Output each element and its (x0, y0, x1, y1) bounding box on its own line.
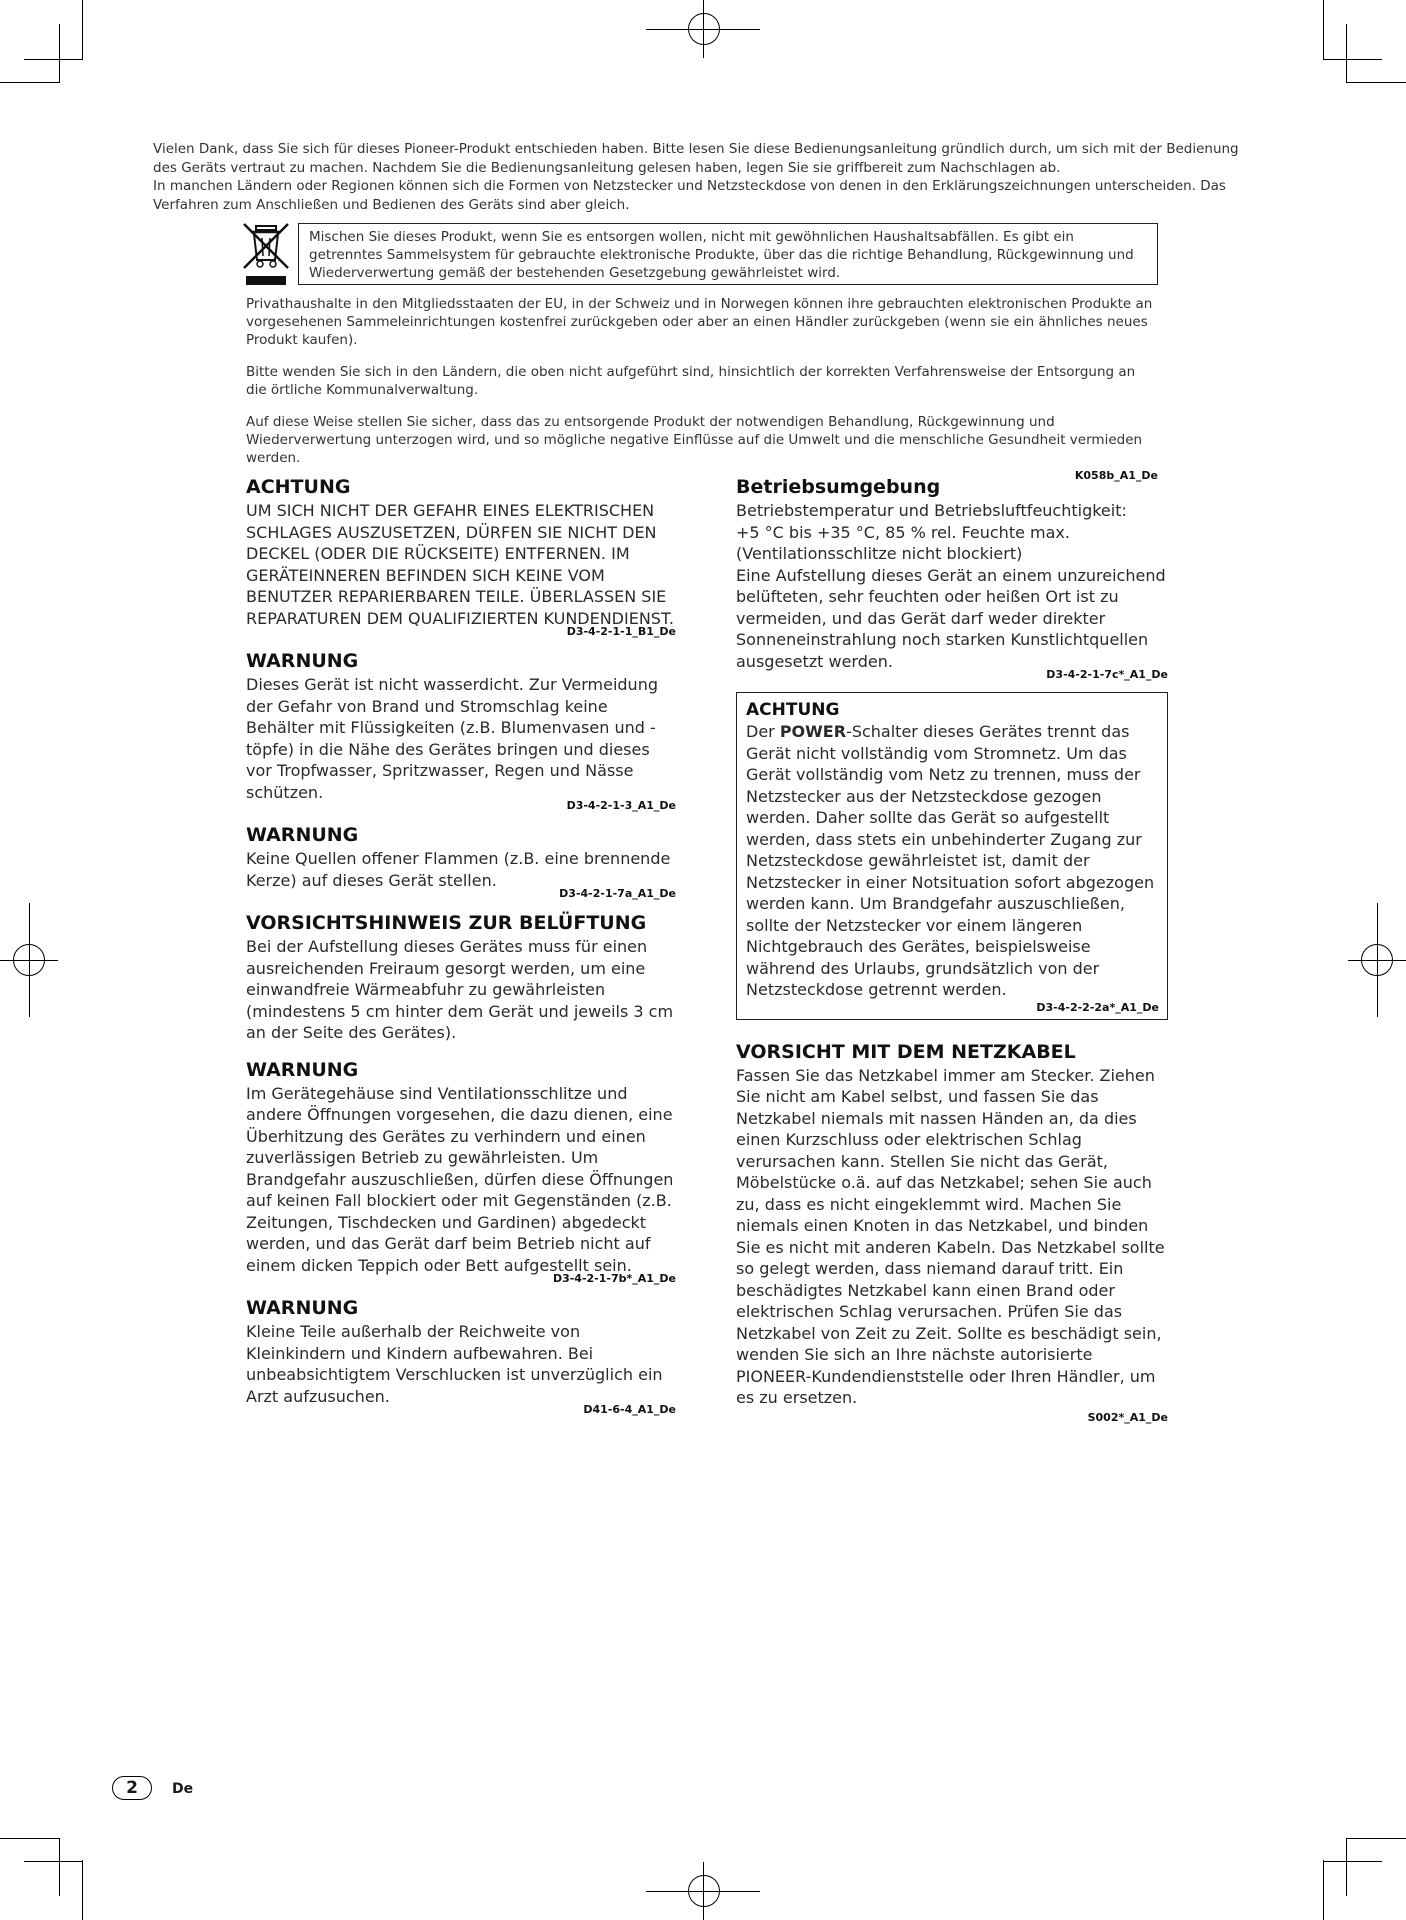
section-title: WARNUNG (246, 1297, 359, 1319)
section-body: Fassen Sie das Netzkabel immer am Stecker. Ziehen Sie nicht am Kabel selbst, und fassen Sie das Netzkabel niemals mit nassen Händen an, da dies einen Kurzschluss oder elektrischen Schlag verursachen kann. Stellen Sie nicht das Gerät, Möbelstücke o.ä. auf das Netzkabel; sehen Sie auch zu, dass es nicht eingeklemmt wird. Machen Sie niemals einen Knoten in das Netzkabel, und binden Sie es nicht mit anderen Kabeln. Das Netzkabel sollte so gelegt werden, dass niemand darauf tritt. Ein beschädigtes Netzkabel kann einen Brand oder elektrischen Schlag verursachen. Prüfen Sie das Netzkabel von Zeit zu Zeit. Sollte es beschädigt sein, wenden Sie sich an Ihre nächste autorisierte PIONEER-Kundendienststelle oder Ihren Händler, um es zu ersetzen. (736, 1065, 1165, 1407)
disposal-text (246, 295, 1158, 483)
env-line: Betriebstemperatur und Betriebsluftfeuchtigkeit: (736, 501, 1127, 520)
section-title: WARNUNG (246, 824, 359, 846)
reference-code: S002*_A1_De (1087, 1410, 1168, 1424)
section-body: Bei der Aufstellung dieses Gerätes muss für einen ausreichenden Freiraum gesorgt werden, um eine einwandfreie Wärmeabfuhr zu gewährleisten (mindestens 5 cm hinter dem Gerät und jeweils 3 cm an der Seite des Gerätes). (246, 937, 674, 1042)
env-line: (Ventilationsschlitze nicht blockiert) (736, 544, 1023, 563)
reference-code: D3-4-2-1-3_A1_De (566, 799, 676, 812)
env-line: +5 °C bis +35 °C, 85 % rel. Feuchte max. (736, 522, 1070, 542)
section-body: Kleine Teile außerhalb der Reichweite von Kleinkindern und Kindern aufbewahren. Bei unbeabsichtigtem Verschlucken ist unverzüglich ein Arzt aufzusuchen. (246, 1322, 663, 1406)
reference-code: D3-4-2-1-7a_A1_De (559, 887, 676, 900)
section-title: ACHTUNG (246, 476, 351, 498)
section-warnung-small-parts (246, 1296, 676, 1417)
disposal-paragraph: Privathaushalte in den Mitgliedsstaaten der EU, in der Schweiz und in Norwegen können ihre gebrauchten elektronischen Produkte an vorgesehenen Sammeleinrichtungen kostenfrei zurückgeben oder aber an einen Händler zurückgeben (wenn sie ein ähnliches neues Produkt kaufen). (246, 296, 1153, 348)
left-column (246, 475, 676, 1427)
right-column (736, 475, 1168, 1435)
section-warnung-water (246, 649, 676, 813)
power-label: POWER (779, 722, 847, 741)
section-title: Betriebsumgebung (736, 476, 941, 498)
section-title: VORSICHTSHINWEIS ZUR BELÜFTUNG (246, 912, 647, 934)
reference-code: D41-6-4_A1_De (583, 1403, 676, 1416)
power-switch-notice-box (736, 692, 1168, 1020)
box-title: ACHTUNG (746, 700, 840, 720)
reference-code: D3-4-2-1-7c*_A1_De (1046, 668, 1168, 681)
box-body-prefix: Der (746, 722, 780, 741)
disposal-paragraph: Bitte wenden Sie sich in den Ländern, die oben nicht aufgeführt sind, hinsichtlich der korrekten Verfahrensweise der Entsorgung an die örtliche Kommunalverwaltung. (246, 364, 1136, 398)
intro-text (153, 140, 1263, 214)
section-title: WARNUNG (246, 1058, 359, 1081)
disposal-paragraph: Auf diese Weise stellen Sie sicher, dass das zu entsorgende Produkt der notwendigen Behandlung, Rückgewinnung und Wiederverwertung unterzogen wird, und so mögliche negative Einflüsse auf die Umwelt und die menschliche Gesundheit vermieden werden. (246, 414, 1143, 466)
box-body (746, 721, 1159, 1001)
disposal-box-text: Mischen Sie dieses Produkt, wenn Sie es entsorgen wollen, nicht mit gewöhnlichen Haushaltsabfällen. Es gibt ein getrenntes Sammelsystem für gebrauchte elektronische Produkte, über das die richtige Behandlung, Rückgewinnung und Wiederverwertung gemäß der bestehenden Gesetzgebung gewährleistet wird. (309, 229, 1134, 281)
intro-paragraph: In manchen Ländern oder Regionen können sich die Formen von Netzstecker und Netzsteckdose von denen in den Erklärungszeichnungen unterscheiden. Das Verfahren zum Anschließen und Bedienen des Geräts sind aber gleich. (153, 178, 1226, 213)
reference-code: K058b_A1_De (1074, 469, 1158, 482)
section-achtung (246, 475, 676, 639)
section-title: WARNUNG (246, 650, 359, 672)
reference-code: D3-4-2-2-2a*_A1_De (1036, 1000, 1159, 1014)
crossed-out-wheeled-bin-icon (242, 222, 290, 288)
section-body: Keine Quellen offener Flammen (z.B. eine brennende Kerze) auf dieses Gerät stellen. (246, 849, 671, 890)
box-body-rest: -Schalter dieses Gerätes trennt das Gerät nicht vollständig vom Stromnetz. Um das Gerät vollständig vom Netz zu trennen, muss der Netzstecker aus der Netzsteckdose gezogen werden. Daher sollte das Gerät so aufgestellt werden, dass stets ein unbehinderter Zugang zur Netzsteckdose gewährleistet ist, damit der Netzstecker in einer Notsituation sofort abgezogen werden kann. Um Brandgefahr auszuschließen, sollte der Netzstecker vor einem längeren Nichtgebrauch des Gerätes, beispielsweise während des Urlaubs, grundsätzlich von der Netzsteckdose getrennt werden. (746, 722, 1155, 999)
reference-code: D3-4-2-1-7b*_A1_De (552, 1272, 676, 1285)
section-power-cable (736, 1040, 1168, 1425)
page-number: 2 (112, 1776, 152, 1800)
section-warnung-flames (246, 823, 676, 901)
page-language: De (172, 1781, 194, 1797)
section-body: UM SICH NICHT DER GEFAHR EINES ELEKTRISCHEN SCHLAGES AUSZUSETZEN, DÜRFEN SIE NICHT DEN DECKEL (ODER DIE RÜCKSEITE) ENTFERNEN. IM GERÄTEINNEREN BEFINDEN SICH KEINE VOM BENUTZER REPARIERBAREN TEILE. ÜBERLASSEN SIE REPARATUREN DEM QUALIFIZIERTEN KUNDENDIENST. (246, 501, 674, 628)
section-body: Dieses Gerät ist nicht wasserdicht. Zur Vermeidung der Gefahr von Brand und Stromschlag keine Behälter mit Flüssigkeiten (z.B. Blumenvasen und -töpfe) in die Nähe des Gerätes bringen und dieses vor Tropfwasser, Spritzwasser, Regen und Nässe schützen. (246, 675, 658, 802)
section-title: VORSICHT MIT DEM NETZKABEL (736, 1040, 1076, 1063)
section-ventilation (246, 911, 676, 1044)
intro-paragraph: Vielen Dank, dass Sie sich für dieses Pioneer-Produkt entschieden haben. Bitte lesen Sie diese Bedienungsanleitung gründlich durch, um sich mit der Bedienung des Geräts vertraut zu machen. Nachdem Sie die Bedienungsanleitung gelesen haben, legen Sie sie griffbereit zum Nachschlagen ab. (153, 141, 1239, 176)
section-body: Im Gerätegehäuse sind Ventilationsschlitze und andere Öffnungen vorgesehen, die dazu dienen, eine Überhitzung des Gerätes zu verhindern und einen zuverlässigen Betrieb zu gewährleisten. Um Brandgefahr auszuschließen, dürfen diese Öffnungen auf keinen Fall blockiert oder mit Gegenständen (z.B. Zeitungen, Tischdecken und Gardinen) abgedeckt werden, und das Gerät darf beim Betrieb nicht auf einem dicken Teppich oder Bett aufgestellt sein. (246, 1083, 674, 1275)
section-warnung-openings (246, 1058, 676, 1287)
disposal-notice-box (298, 223, 1158, 285)
env-line: Eine Aufstellung dieses Gerät an einem unzureichend belüfteten, sehr feuchten oder heißen Ort ist zu vermeiden, und das Gerät darf weder direkter Sonneneinstrahlung noch starken Kunstlichtquellen ausgesetzt werden. (736, 565, 1166, 671)
section-body (736, 500, 1168, 672)
section-environment (736, 475, 1168, 682)
reference-code: D3-4-2-1-1_B1_De (566, 625, 676, 638)
